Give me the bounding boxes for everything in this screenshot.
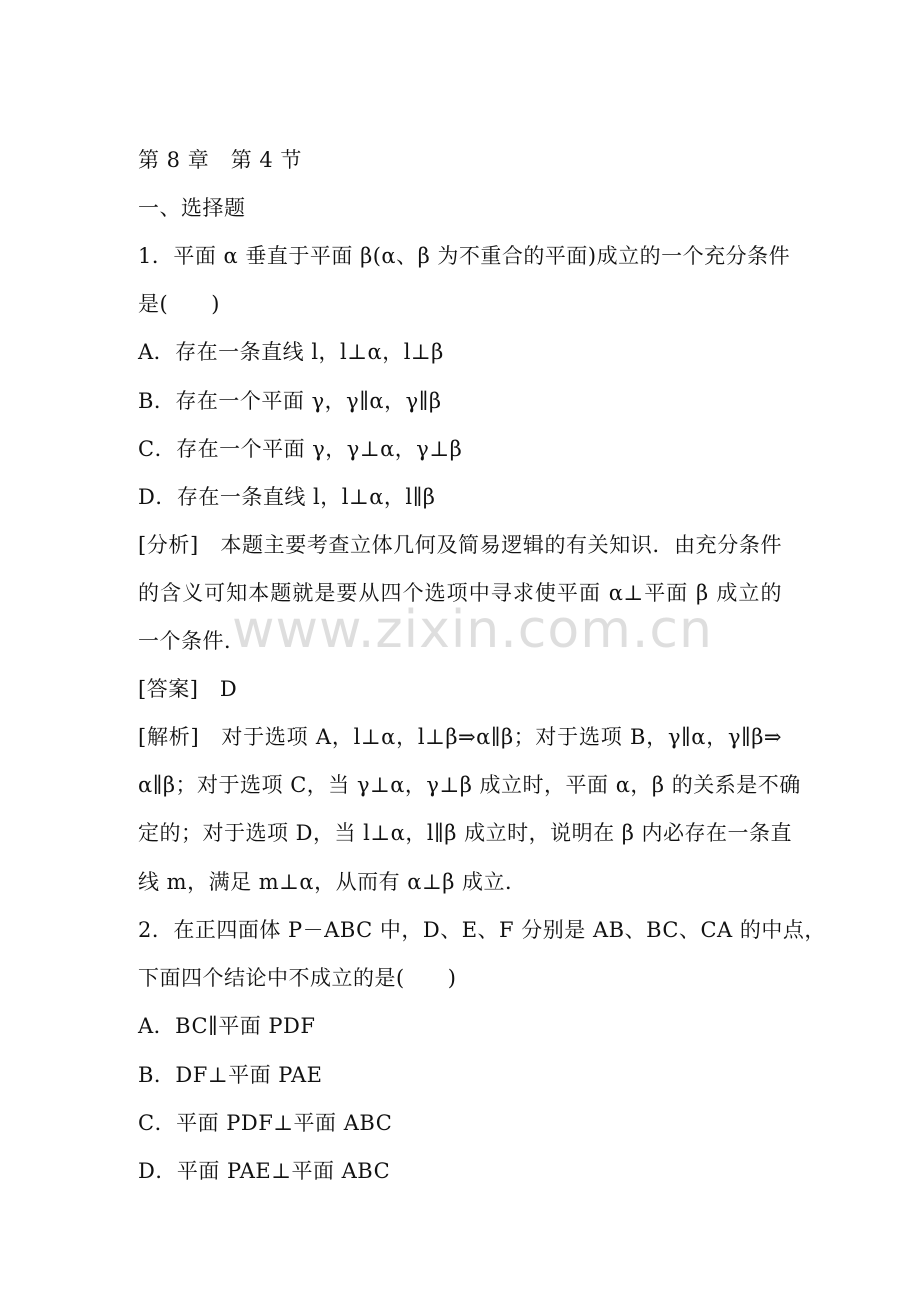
chapter-heading: 第 8 章 第 4 节 (138, 148, 302, 172)
q1-explanation-line-4: 线 m，满足 m⊥α，从而有 α⊥β 成立． (138, 870, 527, 894)
q1-analysis-line-2: 的含义可知本题就是要从四个选项中寻求使平面 α⊥平面 β 成立的 (138, 581, 782, 605)
q2-stem-line-2: 下面四个结论中不成立的是( ) (138, 966, 457, 990)
q1-analysis-line-1: [分析] 本题主要考查立体几何及简易逻辑的有关知识．由充分条件 (138, 533, 782, 557)
q2-stem-line-1: 2．在正四面体 P－ABC 中，D、E、F 分别是 AB、BC、CA 的中点， (138, 918, 826, 942)
q1-analysis-line-3: 一个条件． (138, 629, 246, 653)
q1-stem-line-1: 1．平面 α 垂直于平面 β(α、β 为不重合的平面)成立的一个充分条件 (138, 244, 791, 268)
q2-option-b: B．DF⊥平面 PAE (138, 1063, 323, 1087)
section-heading: 一、选择题 (138, 196, 246, 220)
q1-option-d: D．存在一条直线 l，l⊥α，l∥β (138, 485, 436, 509)
watermark: www.zixin.com.cn (232, 600, 713, 660)
q1-answer: [答案] D (138, 677, 238, 701)
q1-option-b: B．存在一个平面 γ，γ∥α，γ∥β (138, 389, 442, 413)
q1-explanation-line-2: α∥β；对于选项 C，当 γ⊥α，γ⊥β 成立时，平面 α，β 的关系是不确 (138, 773, 801, 797)
q1-option-c: C．存在一个平面 γ，γ⊥α，γ⊥β (138, 437, 463, 461)
q1-explanation-line-3: 定的；对于选项 D，当 l⊥α，l∥β 成立时，说明在 β 内必存在一条直 (138, 821, 793, 845)
q1-option-a: A．存在一条直线 l，l⊥α，l⊥β (138, 340, 444, 364)
q2-option-c: C．平面 PDF⊥平面 ABC (138, 1111, 393, 1135)
q1-explanation-line-1: [解析] 对于选项 A，l⊥α，l⊥β⇒α∥β；对于选项 B，γ∥α，γ∥β⇒ (138, 725, 782, 749)
q1-stem-line-2: 是( ) (138, 292, 220, 316)
q2-option-d: D．平面 PAE⊥平面 ABC (138, 1159, 391, 1183)
q2-option-a: A．BC∥平面 PDF (138, 1014, 316, 1038)
